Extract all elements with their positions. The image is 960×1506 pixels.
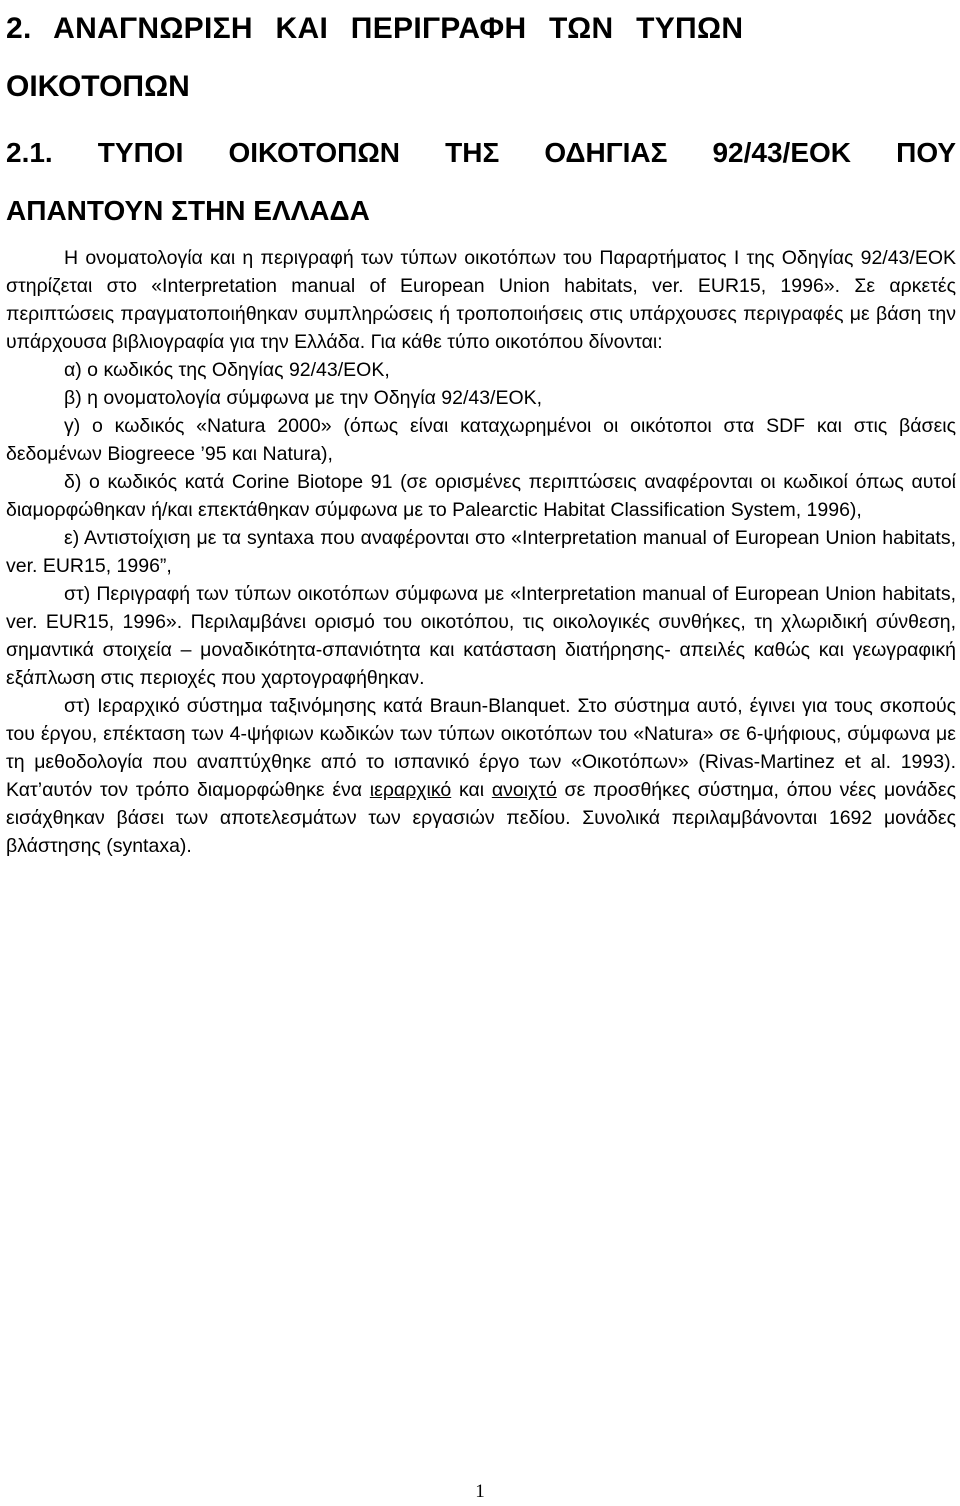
list-item: γ) ο κωδικός «Natura 2000» (όπως είναι καταχωρημένοι οι οικότοποι στα SDF και στις βάσεις δεδομένων Biogreece ’95 και Natura), — [6, 415, 956, 465]
list-item: β) η ονοματολογία σύμφωνα με την Οδηγία 92/43/ΕΟΚ, — [64, 387, 543, 409]
chapter-heading-line-1: 2. ΑΝΑΓΝΩΡΙΣΗ ΚΑΙ ΠΕΡΙΓΡΑΦΗ ΤΩΝ ΤΥΠΩΝ — [6, 12, 744, 45]
chapter-heading — [6, 0, 956, 116]
chapter-heading-line-2: ΟΙΚΟΤΟΠΩΝ — [6, 70, 190, 103]
document-page — [6, 0, 956, 860]
list-item: ε) Αντιστοίχιση με τα syntaxa που αναφέρονται στο «Interpretation manual of European Union habitats, ver. EUR15, 1996”, — [6, 527, 956, 577]
section-body — [6, 244, 956, 860]
underlined-word-open: ανοιχτό — [491, 779, 557, 801]
section-heading — [6, 124, 956, 240]
list-item: δ) ο κωδικός κατά Corine Biotope 91 (σε ορισμένες περιπτώσεις αναφέρονται οι κωδικοί όπως αυτοί διαμορφώθηκαν ή/και επεκτάθηκαν σύμφωνα με το Palearctic Habitat Classification System, 1996), — [6, 471, 956, 521]
final-paragraph-part-3: σε προσθήκες σύστημα, όπου νέες μονάδες εισάχθηκαν βάσει των αποτελεσμάτων των εργασιών πεδίου. Συνολικά περιλαμβάνονται 1692 μονάδες βλάστησης (syntaxa). — [6, 779, 956, 857]
list-item: α) ο κωδικός της Οδηγίας 92/43/ΕΟΚ, — [64, 359, 390, 381]
underlined-word-hierarchical: ιεραρχικό — [369, 779, 452, 801]
intro-paragraph: Η ονοματολογία και η περιγραφή των τύπων οικοτόπων του Παραρτήματος Ι της Οδηγίας 92/43/ΕΟΚ στηρίζεται στο «Interpretation manual of European Union habitats, ver. EUR15, 1996». Σε αρκετές περιπτώσεις πραγματοποιήθηκαν συμπληρώσεις ή τροποποιήσεις στις υπάρχουσες περιγραφές με βάση την υπάρχουσα βιβλιογραφία για την Ελλάδα. Για κάθε τύπο οικοτόπου δίνονται: — [6, 247, 956, 353]
page-number: 1 — [475, 1481, 485, 1502]
list-item: στ) Περιγραφή των τύπων οικοτόπων σύμφωνα με «Interpretation manual of European Union habitats, ver. EUR15, 1996». Περιλαμβάνει ορισμό του οικοτόπου, τις οικολογικές συνθήκες, τη χλωριδική σύνθεση, σημαντικά στοιχεία – μοναδικότητα-σπανιότητα και κατάσταση διατήρησης- απειλές καθώς και γεωγραφική εξάπλωση στις περιοχές που χαρτογραφήθηκαν. — [6, 583, 956, 689]
final-paragraph-part-2: και — [451, 779, 492, 801]
final-paragraph — [6, 692, 956, 860]
final-paragraph-part-1: στ) Ιεραρχικό σύστημα ταξινόμησης κατά Braun-Blanquet. Στο σύστημα αυτό, έγινει για τους σκοπούς του έργου, επέκταση των 4-ψήφιων κωδικών των τύπων οικοτόπων του «Natura» σε 6-ψήφιους, σύμφωνα με τη μεθοδολογία που αναπτύχθηκε από το ισπανικό έργο των «Οικοτόπων» (Rivas-Martinez et al. 1993). Κατ’αυτόν τον τρόπο διαμορφώθηκε ένα — [6, 695, 956, 801]
section-heading-line-2: ΑΠΑΝΤΟΥΝ ΣΤΗΝ ΕΛΛΑΔΑ — [6, 195, 370, 226]
section-heading-line-1: 2.1. ΤΥΠΟΙ ΟΙΚΟΤΟΠΩΝ ΤΗΣ ΟΔΗΓΙΑΣ 92/43/ΕΟΚ ΠΟΥ — [6, 137, 956, 168]
